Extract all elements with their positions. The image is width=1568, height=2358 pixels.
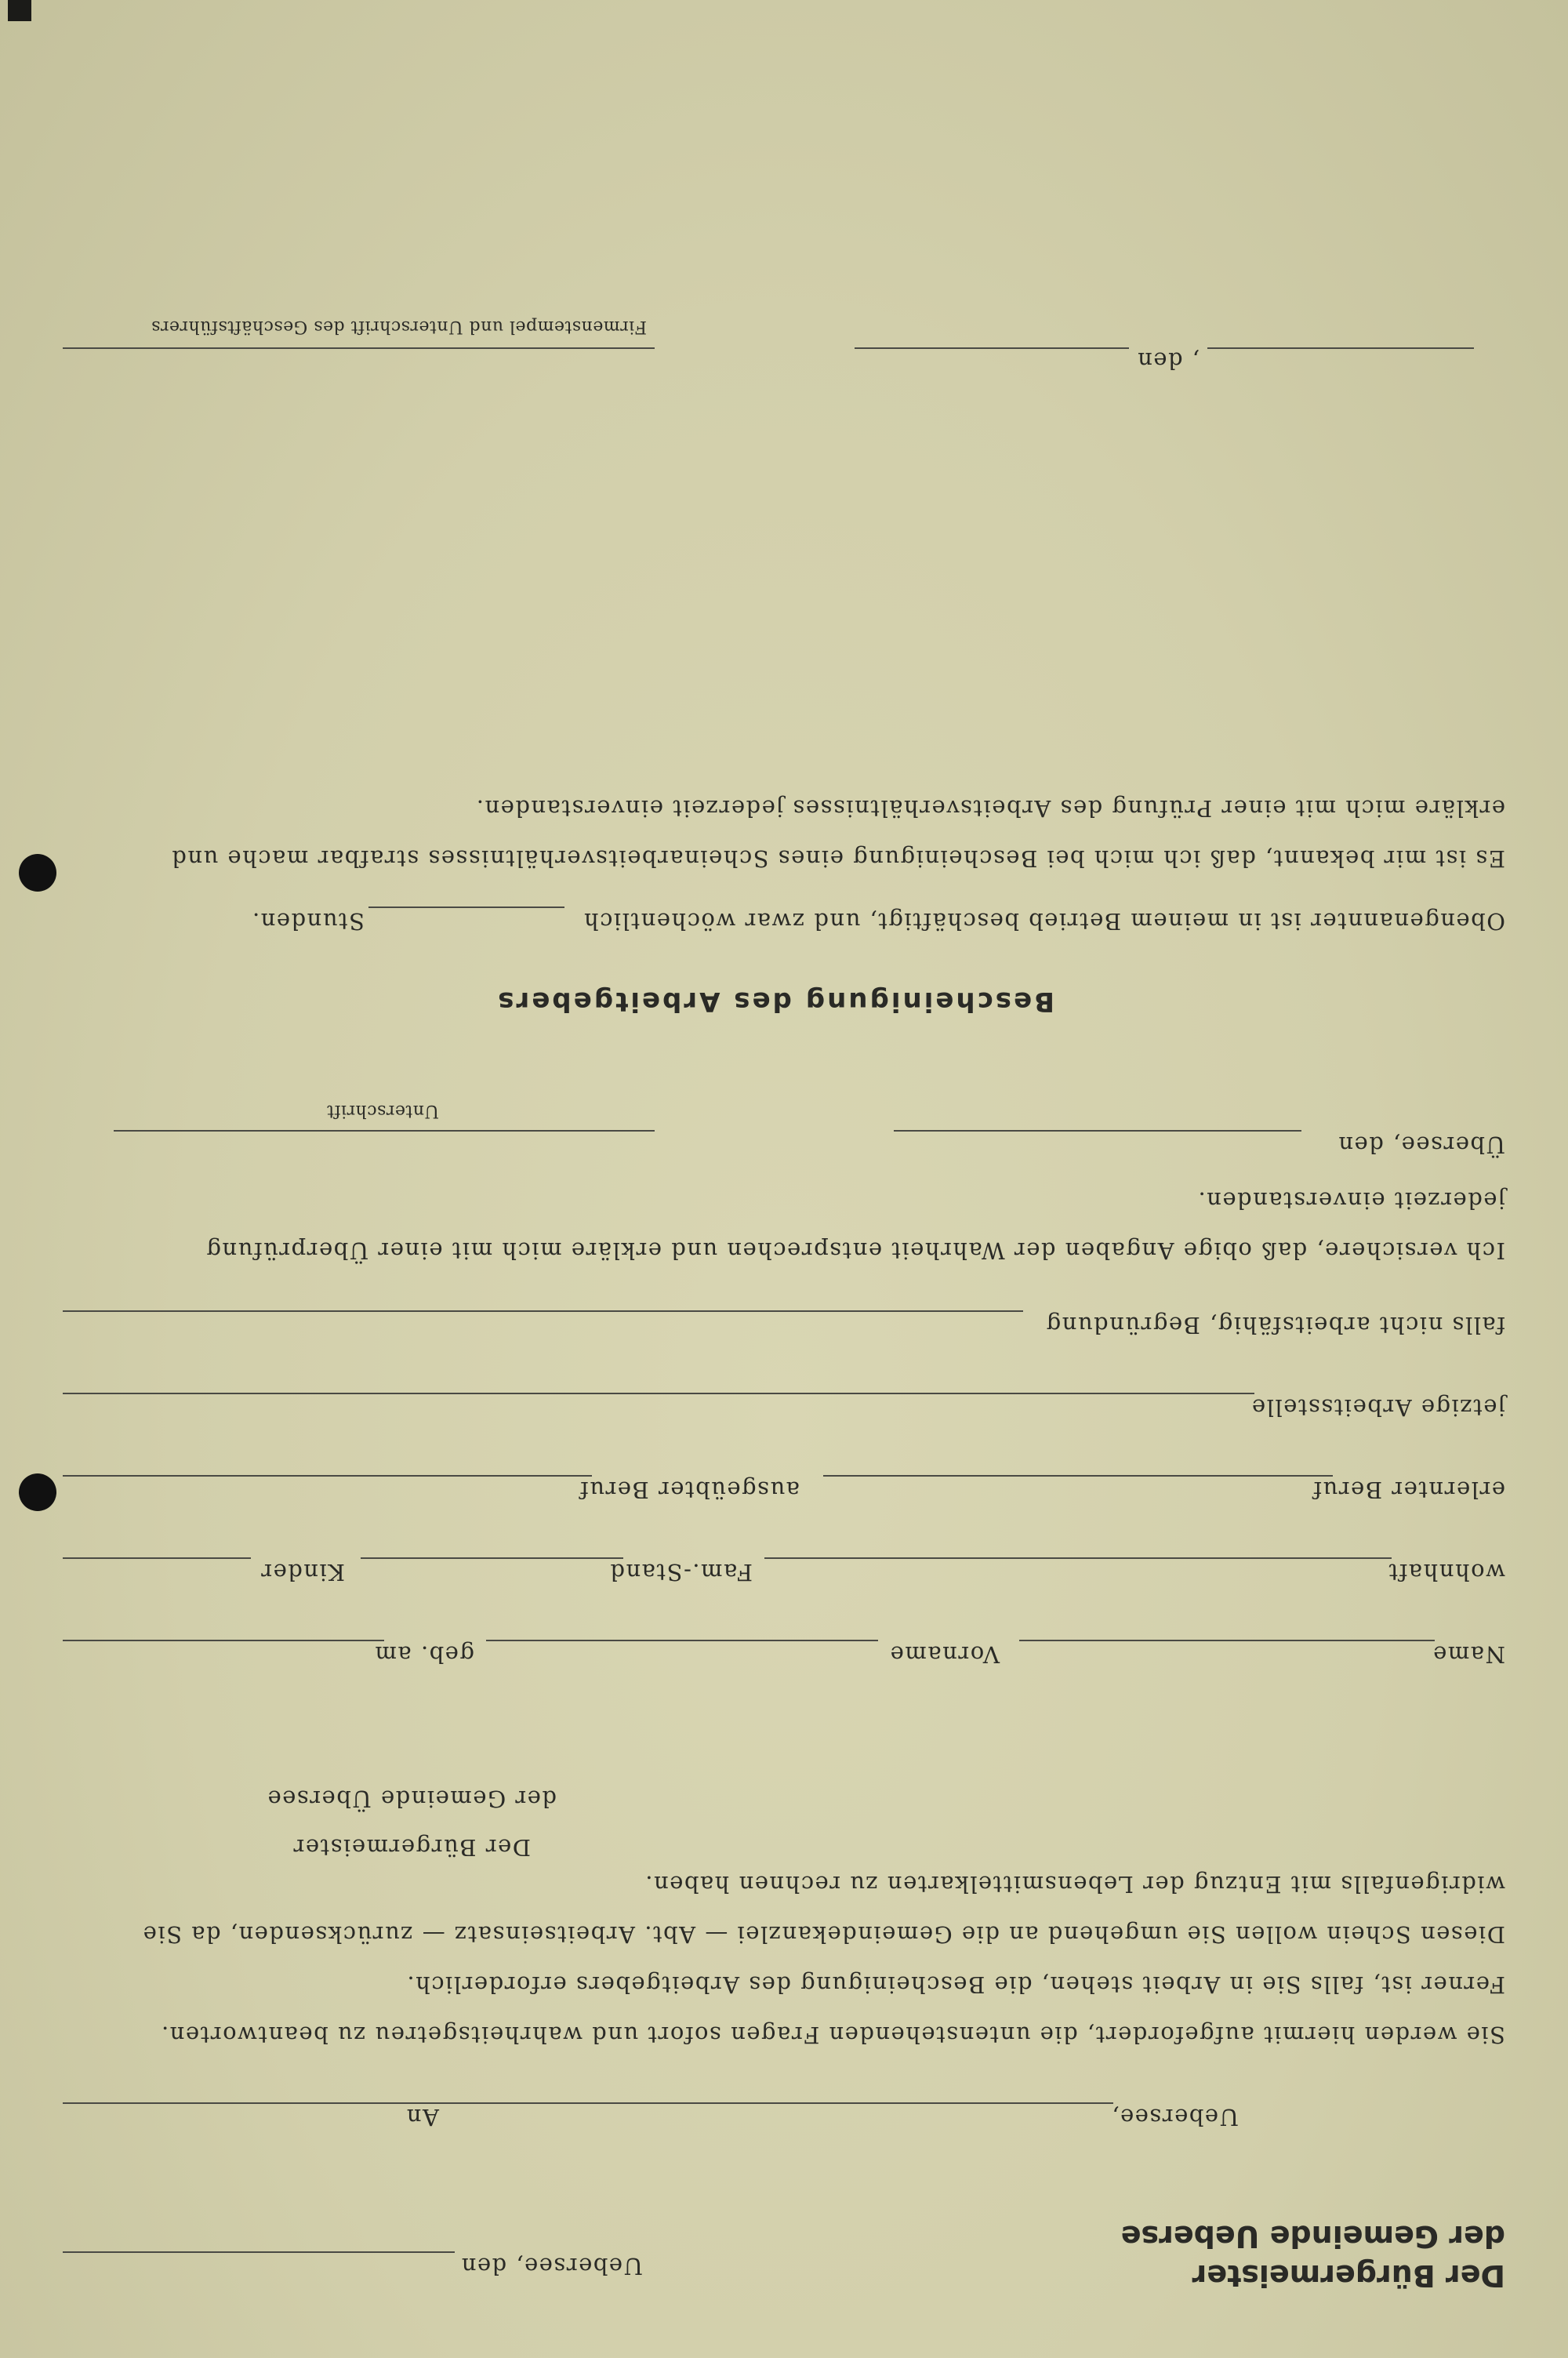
employer-stamp-line[interactable]: [63, 347, 655, 349]
employer-line-2: Es ist mir bekannt, daß ich mich bei Bescheinigung eines Scheinarbeitsverhältnisses strafbar mache und: [170, 845, 1505, 872]
punch-hole-bottom: [19, 854, 56, 892]
employer-paragraph: [63, 783, 1505, 884]
field-geb-am-label: geb. am: [373, 1641, 474, 1668]
employer-line-3: erkläre mich mit einer Prüfung des Arbeitsverhältnisses jederzeit einverstanden.: [475, 795, 1505, 822]
intro-paragraph: [78, 1859, 1505, 2060]
field-name-label: Name: [1432, 1641, 1505, 1668]
field-vorname-label: Vorname: [889, 1641, 1000, 1668]
field-vorname-line[interactable]: [486, 1640, 878, 1641]
declaration-line-1: Ich versichere, daß obige Angaben der Wahrheit entsprechen und erkläre mich mit einer Überprüfung: [205, 1237, 1505, 1264]
declaration-signature-label: Unterschrift: [326, 1101, 439, 1121]
field-ausgeuebter-beruf-label: ausgeübter Beruf: [579, 1477, 800, 1503]
signoff-block: [267, 1775, 557, 1872]
address-place: Uebersee,: [1110, 2104, 1239, 2131]
header-date-label: Uebersee, den: [460, 2253, 643, 2280]
declaration-date-line[interactable]: [894, 1130, 1301, 1132]
intro-line-4: widrigenfalls mit Entzug der Lebensmittelkarten zu rechnen haben.: [644, 1871, 1505, 1898]
field-wohnhaft-label: wohnhaft: [1388, 1559, 1505, 1586]
header-date-line[interactable]: [63, 2251, 455, 2253]
address-to-label: An: [405, 2104, 439, 2131]
field-fam-stand-line[interactable]: [361, 1557, 623, 1559]
employer-line-1a: Obengenannter ist in meinem Betrieb beschäftigt, und zwar wöchentlich: [583, 908, 1505, 935]
field-fam-stand-label: Fam.-Stand: [608, 1559, 753, 1586]
declaration-signature-line[interactable]: [114, 1130, 655, 1132]
authority-title-line2: der Gemeinde Ueberse: [1120, 2219, 1505, 2254]
field-erlernter-beruf-line[interactable]: [823, 1475, 1333, 1477]
field-ausgeuebter-beruf-line[interactable]: [63, 1475, 592, 1477]
employer-hours-line[interactable]: [368, 907, 564, 908]
intro-line-2: Ferner ist, falls Sie in Arbeit stehen, die Bescheinigung des Arbeitgebers erforderlich.: [405, 1971, 1505, 1998]
declaration-place-date-label: Übersee, den: [1337, 1132, 1505, 1158]
authority-title-line1: Der Bürgermeister: [1192, 2258, 1505, 2293]
employer-date-line[interactable]: [855, 347, 1129, 349]
authority-heading: [1121, 2217, 1505, 2295]
address-name-line[interactable]: [220, 2102, 423, 2104]
employer-date-label: , den: [1136, 347, 1200, 374]
intro-line-1: Sie werden hiermit aufgefordert, die untenstehenden Fragen sofort und wahrheitsgetreu zu beantworten.: [160, 2022, 1505, 2048]
signoff-line-2: der Gemeinde Übersee: [267, 1786, 557, 1812]
field-geb-am-line[interactable]: [63, 1640, 384, 1641]
field-nicht-arbeitsfaehig-label: falls nicht arbeitsfähig, Begründung: [1045, 1312, 1505, 1339]
employer-line-1b: Stunden.: [251, 908, 365, 935]
employer-place-line[interactable]: [1207, 347, 1474, 349]
field-name-line[interactable]: [1019, 1640, 1435, 1641]
declaration-line-2: jederzeit einverstanden.: [1197, 1187, 1505, 1214]
field-arbeitsstelle-label: jetzige Arbeitsstelle: [1250, 1394, 1505, 1421]
employer-stamp-label: Firmenstempel und Unterschrift des Geschäftsführers: [151, 317, 647, 336]
corner-mark: [8, 0, 31, 21]
field-erlernter-beruf-label: erlernter Beruf: [1312, 1477, 1505, 1503]
intro-line-3: Diesen Schein wollen Sie umgehend an die Gemeindekanzlei — Abt. Arbeitseinsatz — zurücksenden, da Sie: [142, 1921, 1505, 1948]
field-kinder-line[interactable]: [63, 1557, 251, 1559]
punch-hole-top: [19, 1473, 56, 1511]
employer-heading: Bescheinigung des Arbeitgebers: [495, 986, 1054, 1017]
field-nicht-arbeitsfaehig-line[interactable]: [63, 1310, 1023, 1312]
declaration-paragraph: [63, 1175, 1505, 1276]
field-wohnhaft-line[interactable]: [764, 1557, 1392, 1559]
signoff-line-1: Der Bürgermeister: [292, 1834, 531, 1861]
field-arbeitsstelle-line[interactable]: [63, 1393, 1254, 1394]
field-kinder-label: Kinder: [260, 1559, 345, 1586]
